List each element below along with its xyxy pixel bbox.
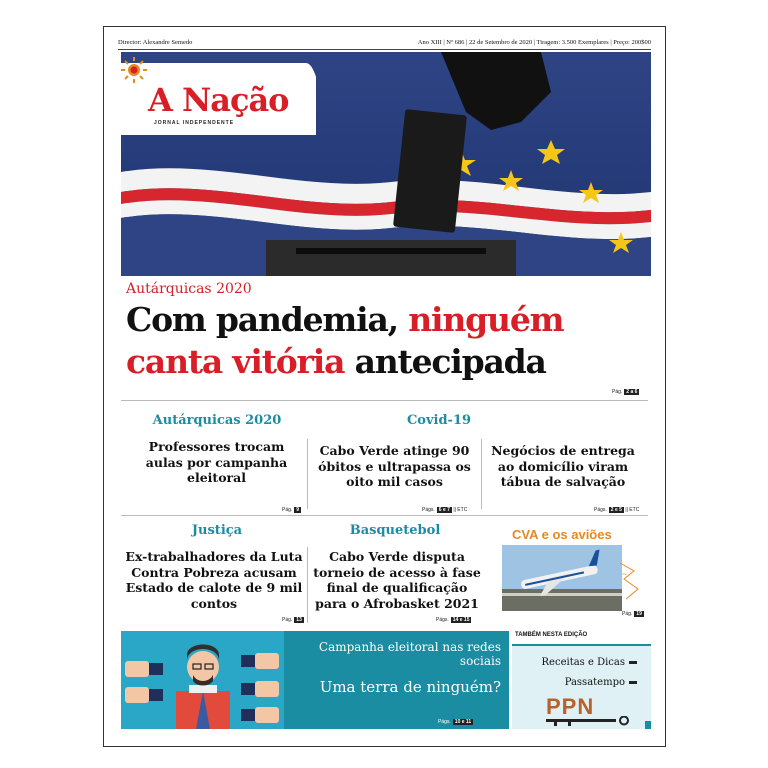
also-title: TAMBÉM NESTA EDIÇÃO [515, 632, 588, 638]
page-ref-number: 14 e 15 [452, 617, 470, 623]
sun-logo-icon [121, 57, 147, 83]
page-ref-label: Págs. [594, 507, 607, 513]
logo-tagline: JORNAL INDEPENDENTE [154, 120, 235, 126]
column-divider [307, 439, 308, 509]
bottom-strip [121, 631, 651, 729]
also-item[interactable]: Passatempo [565, 677, 637, 688]
campaign-feature[interactable] [284, 631, 509, 729]
headline-part: Com pandemia, [126, 300, 398, 339]
page-ref-label: Pág. [282, 617, 293, 623]
page-ref-number: 2 e 5 [610, 507, 622, 513]
section-label: Autárquicas 2020 [152, 413, 282, 428]
headline-part-red: canta vitória [126, 342, 345, 381]
page-ref-extra: || ETC [625, 507, 640, 513]
page-ref-label: Págs. [436, 617, 449, 623]
masthead-info-line [118, 39, 651, 50]
decor-glyph: ~ [622, 569, 628, 579]
divider [121, 515, 648, 516]
page-ref-number: 2 a 6 [626, 389, 638, 395]
director-credit: Director: Alexandre Semedo [118, 39, 193, 46]
page-ref [436, 617, 471, 623]
logo-area [121, 57, 316, 135]
page-ref-number: 19 [636, 611, 642, 617]
section-label: Basquetebol [349, 523, 441, 538]
page-ref [594, 507, 639, 513]
also-item[interactable]: Receitas e Dicas [542, 657, 637, 668]
social-media-illustration[interactable] [121, 631, 284, 729]
also-in-edition [512, 631, 651, 729]
section-label: Covid-19 [406, 413, 472, 428]
page-ref-extra: || ETC [453, 507, 468, 513]
hero-image [121, 52, 651, 276]
key-icon [546, 716, 642, 726]
ppn-logo: PPN [546, 694, 595, 719]
page-ref-label: Pág. [282, 507, 293, 513]
corner-mark [645, 721, 651, 729]
page-ref [612, 389, 639, 395]
feature-title: Uma terra de ninguém? [319, 678, 501, 696]
issue-info: Ano XIII | Nº 686 | 22 de Setembro de 2020 | Tiragem: 3.500 Exemplares | Preço: 200$00 [417, 39, 651, 46]
page-ref-label: Págs. [438, 719, 451, 725]
airplane-photo[interactable] [502, 545, 640, 611]
page-ref-number: 10 e 11 [454, 719, 472, 725]
story-headline[interactable]: Cabo Verde atinge 90 óbitos e ultrapassa os oito mil casos [318, 443, 471, 489]
headline-part-red: ninguém [408, 300, 564, 339]
page-ref [422, 507, 467, 513]
page-ref-label: Págs. [422, 507, 435, 513]
section-label-cva[interactable]: CVA e os aviões [512, 527, 612, 542]
lead-kicker: Autárquicas 2020 [126, 281, 252, 297]
page-ref-label: Pág. [622, 611, 633, 617]
also-box [512, 644, 651, 729]
page-ref [438, 719, 473, 725]
story-headline[interactable]: Negócios de entrega ao domicílio viram tábua de salvação [491, 443, 635, 489]
story-headline[interactable]: Cabo Verde disputa torneio de acesso à fase final de qualificação para o Afrobasket 2021 [313, 549, 481, 611]
newspaper-cover [103, 26, 666, 747]
page-ref [282, 507, 301, 513]
feature-kicker: Campanha eleitoral nas redes sociais [318, 640, 501, 668]
section-label: Justiça [191, 523, 243, 538]
page-ref-number: 6 e 7 [438, 507, 450, 513]
story-headline[interactable]: Professores trocam aulas por campanha eleitoral [145, 439, 288, 485]
story-headline[interactable]: Ex-trabalhadores da Luta Contra Pobreza acusam Estado de calote de 9 mil contos [125, 549, 303, 611]
newspaper-logo[interactable]: A Nação [148, 81, 289, 119]
page-ref [282, 617, 304, 623]
page-ref [622, 611, 644, 617]
lead-headline[interactable] [126, 299, 646, 383]
page-ref-number: 13 [296, 617, 302, 623]
page-ref-label: Pág. [612, 389, 623, 395]
page-ref-number: 9 [296, 507, 300, 513]
column-divider [307, 547, 308, 623]
divider [121, 400, 648, 401]
headline-part: antecipada [354, 342, 546, 381]
